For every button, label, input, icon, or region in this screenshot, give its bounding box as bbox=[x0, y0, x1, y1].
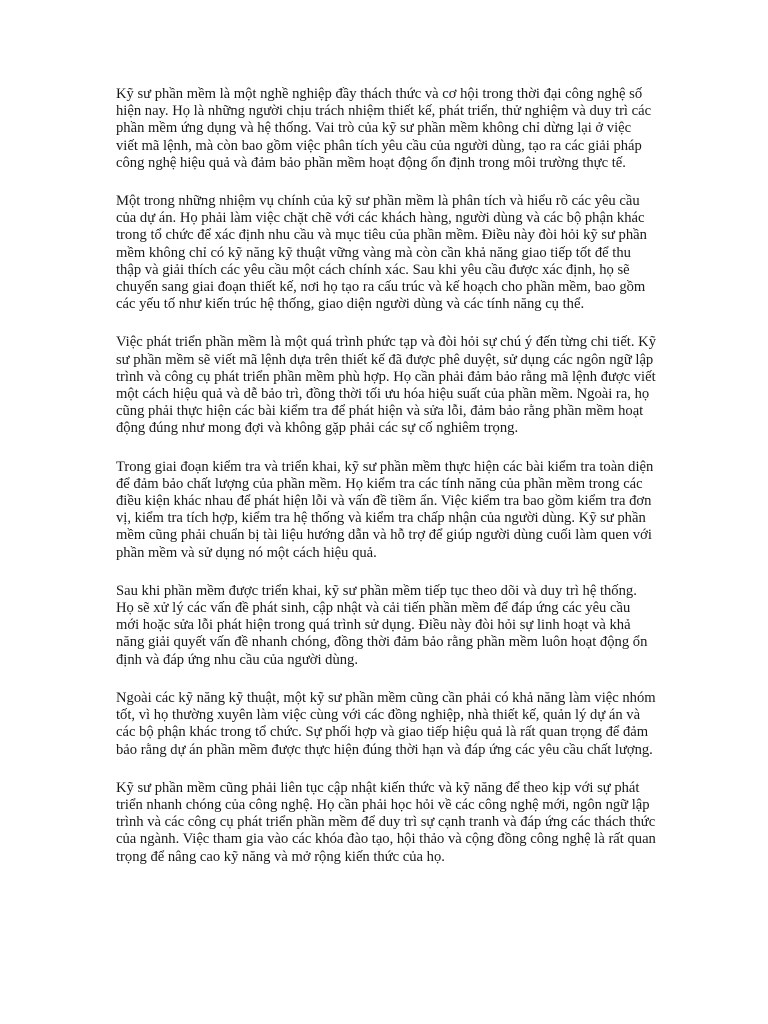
paragraph-4: Trong giai đoạn kiểm tra và triển khai, kỹ sư phần mềm thực hiện các bài kiểm tra toàn diện để đảm bảo chất lượng của phần mềm. Họ kiểm tra các tính năng của phần mềm trong các điều kiện khác nhau để phát hiện lỗi và vấn đề tiềm ẩn. Việc kiểm tra bao gồm kiểm tra đơn vị, kiểm tra tích hợp, kiểm tra hệ thống và kiểm tra chấp nhận của người dùng. Kỹ sư phần mềm cũng phải chuẩn bị tài liệu hướng dẫn và hỗ trợ để giúp người dùng cuối làm quen với phần mềm và sử dụng nó một cách hiệu quả. bbox=[116, 458, 654, 561]
paragraph-3: Việc phát triển phần mềm là một quá trình phức tạp và đòi hỏi sự chú ý đến từng chi tiết. Kỹ sư phần mềm sẽ viết mã lệnh dựa trên thiết kế đã được phê duyệt, sử dụng các ngôn ngữ lập trình và công cụ phát triển phần mềm phù hợp. Họ cần phải đảm bảo rằng mã lệnh được viết một cách hiệu quả và dễ bảo trì, đồng thời tối ưu hóa hiệu suất của phần mềm. Ngoài ra, họ cũng phải thực hiện các bài kiểm tra để phát hiện và sửa lỗi, đảm bảo rằng phần mềm hoạt động đúng như mong đợi và không gặp phải các sự cố nghiêm trọng. bbox=[116, 334, 656, 437]
paragraph-2: Một trong những nhiệm vụ chính của kỹ sư phần mềm là phân tích và hiểu rõ các yêu cầu của dự án. Họ phải làm việc chặt chẽ với các khách hàng, người dùng và các bộ phận khác trong tổ chức để xác định nhu cầu và mục tiêu của phần mềm. Điều này đòi hỏi kỹ sư phần mềm không chỉ có kỹ năng kỹ thuật vững vàng mà còn cần khả năng giao tiếp tốt để thu thập và giải thích các yêu cầu một cách chính xác. Sau khi yêu cầu được xác định, họ sẽ chuyển sang giai đoạn thiết kế, nơi họ tạo ra cấu trúc và kế hoạch cho phần mềm, bao gồm các yếu tố như kiến trúc hệ thống, giao diện người dùng và các tính năng cụ thể. bbox=[116, 193, 647, 313]
paragraph-6: Ngoài các kỹ năng kỹ thuật, một kỹ sư phần mềm cũng cần phải có khả năng làm việc nhóm tốt, vì họ thường xuyên làm việc cùng với các đồng nghiệp, nhà thiết kế, quản lý dự án và các bộ phận khác trong tổ chức. Sự phối hợp và giao tiếp hiệu quả là rất quan trọng để đảm bảo rằng dự án phần mềm được thực hiện đúng thời hạn và đáp ứng các yêu cầu chất lượng. bbox=[116, 689, 656, 758]
document-body bbox=[116, 86, 656, 887]
paragraph-5: Sau khi phần mềm được triển khai, kỹ sư phần mềm tiếp tục theo dõi và duy trì hệ thống. Họ sẽ xử lý các vấn đề phát sinh, cập nhật và cải tiến phần mềm để đáp ứng các yêu cầu mới hoặc sửa lỗi phát hiện trong quá trình sử dụng. Điều này đòi hỏi sự linh hoạt và khả năng giải quyết vấn đề nhanh chóng, đồng thời đảm bảo rằng phần mềm luôn hoạt động ổn định và đáp ứng nhu cầu của người dùng. bbox=[116, 582, 648, 668]
paragraph-7: Kỹ sư phần mềm cũng phải liên tục cập nhật kiến thức và kỹ năng để theo kịp với sự phát triển nhanh chóng của công nghệ. Họ cần phải học hỏi về các công nghệ mới, ngôn ngữ lập trình và các công cụ phát triển phần mềm để duy trì sự cạnh tranh và đáp ứng các thách thức của ngành. Việc tham gia vào các khóa đào tạo, hội thảo và cộng đồng công nghệ là rất quan trọng để nâng cao kỹ năng và mở rộng kiến thức của họ. bbox=[116, 779, 656, 865]
paragraph-1: Kỹ sư phần mềm là một nghề nghiệp đầy thách thức và cơ hội trong thời đại công nghệ số hiện nay. Họ là những người chịu trách nhiệm thiết kế, phát triển, thử nghiệm và duy trì các phần mềm ứng dụng và hệ thống. Vai trò của kỹ sư phần mềm không chỉ dừng lại ở việc viết mã lệnh, mà còn bao gồm việc phân tích yêu cầu của người dùng, tạo ra các giải pháp công nghệ hiệu quả và đảm bảo phần mềm hoạt động ổn định trong môi trường thực tế. bbox=[116, 86, 652, 171]
